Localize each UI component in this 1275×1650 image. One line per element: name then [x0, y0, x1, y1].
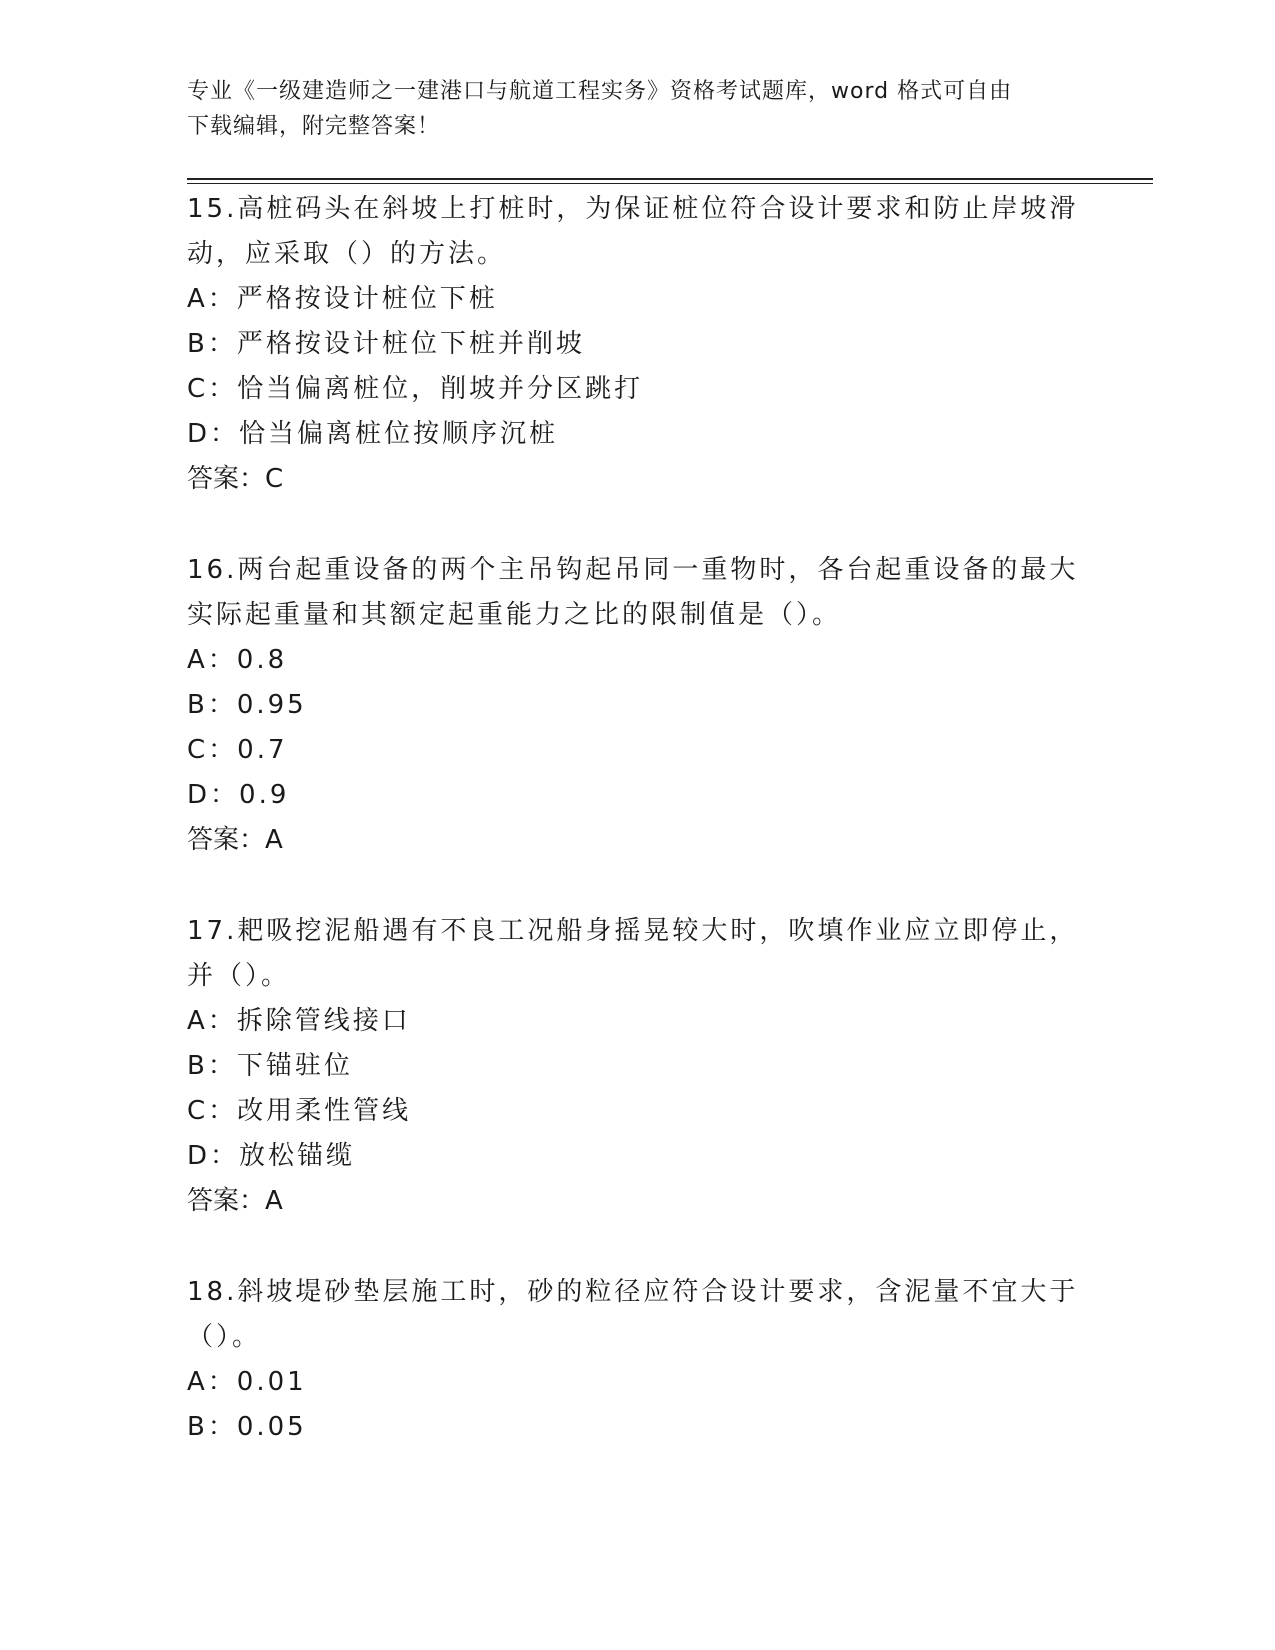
answer: 答案：C — [187, 464, 284, 494]
header-divider-thick — [187, 178, 1153, 180]
option-c: C：恰当偏离桩位，削坡并分区跳打 — [187, 374, 644, 404]
option-a: A：拆除管线接口 — [187, 1006, 411, 1036]
option-c: C：改用柔性管线 — [187, 1096, 412, 1126]
question-stem — [187, 187, 1087, 277]
answer: 答案：A — [187, 1186, 283, 1216]
question-stem-line: 15.高桩码头在斜坡上打桩时，为保证桩位符合设计要求和防止岸坡滑 — [187, 194, 1079, 224]
question-stem-line: 动，应采取（）的方法。 — [187, 239, 507, 269]
option-b: B：0.95 — [187, 690, 307, 720]
question-stem-line: 18.斜坡堤砂垫层施工时，砂的粒径应符合设计要求，含泥量不宜大于 — [187, 1277, 1079, 1307]
question-stem-line: 实际起重量和其额定起重能力之比的限制值是（）。 — [187, 600, 842, 630]
question-stem-line: （）。 — [187, 1322, 262, 1352]
question-stem — [187, 1270, 1087, 1360]
question-16 — [187, 548, 1087, 863]
question-stem — [187, 548, 1087, 638]
question-stem-line: 17.耙吸挖泥船遇有不良工况船身摇晃较大时，吹填作业应立即停止， — [187, 916, 1079, 946]
question-stem-line: 16.两台起重设备的两个主吊钩起吊同一重物时，各台起重设备的最大 — [187, 555, 1079, 585]
option-c: C：0.7 — [187, 735, 288, 765]
question-17 — [187, 909, 1087, 1224]
question-stem-line: 并（）。 — [187, 961, 291, 991]
question-18 — [187, 1270, 1087, 1450]
header-line-2: 下载编辑，附完整答案！ — [187, 114, 441, 139]
option-d: D：0.9 — [187, 780, 290, 810]
question-gap — [187, 1224, 1087, 1270]
option-b: B：0.05 — [187, 1412, 307, 1442]
option-d: D：恰当偏离桩位按顺序沉桩 — [187, 419, 559, 449]
option-b: B：严格按设计桩位下桩并削坡 — [187, 329, 585, 359]
option-a: A：严格按设计桩位下桩 — [187, 284, 498, 314]
answer: 答案：A — [187, 825, 283, 855]
question-list — [187, 187, 1087, 1450]
option-b: B：下锚驻位 — [187, 1051, 353, 1081]
option-a: A：0.01 — [187, 1367, 307, 1397]
question-gap — [187, 502, 1087, 548]
question-gap — [187, 863, 1087, 909]
header-divider-thin — [187, 183, 1153, 184]
question-stem — [187, 909, 1087, 999]
option-d: D：放松锚缆 — [187, 1141, 356, 1171]
document-header — [187, 74, 1087, 144]
question-15 — [187, 187, 1087, 502]
option-a: A：0.8 — [187, 645, 288, 675]
header-line-1: 专业《一级建造师之一建港口与航道工程实务》资格考试题库，word 格式可自由 — [187, 79, 1013, 104]
